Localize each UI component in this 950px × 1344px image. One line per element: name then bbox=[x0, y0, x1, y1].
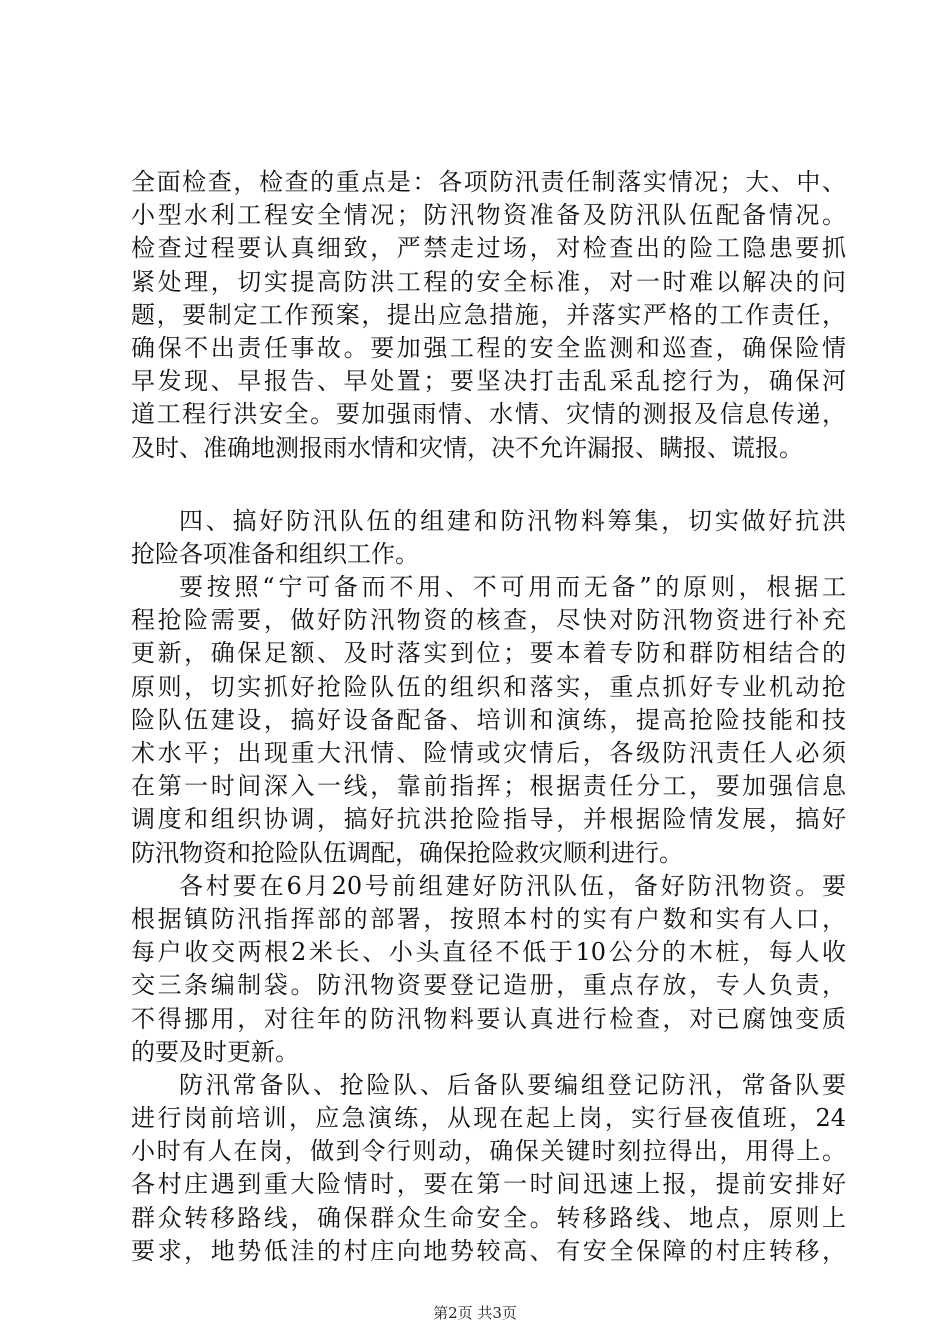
text-line: 险队伍建设，搞好设备配备、培训和演练，提高抢险技能和技 bbox=[131, 705, 846, 734]
text-line: 四、搞好防汛队伍的组建和防汛物料筹集，切实做好抗洪 bbox=[179, 506, 846, 535]
paragraph-villages bbox=[131, 870, 846, 1069]
text-line: 全面检查，检查的重点是：各项防汛责任制落实情况；大、中、 bbox=[131, 168, 846, 196]
text-line: 早发现、早报告、早处置；要坚决打击乱采乱挖行为，确保河 bbox=[131, 367, 846, 396]
text-line: 不得挪用，对往年的防汛物料要认真进行检查，对已腐蚀变质 bbox=[131, 1004, 846, 1033]
text-line: 术水平；出现重大汛情、险情或灾情后，各级防汛责任人必须 bbox=[131, 739, 846, 767]
text-line: 程抢险需要，做好防汛物资的核查，尽快对防汛物资进行补充 bbox=[131, 606, 846, 635]
paragraph-materials bbox=[131, 571, 846, 870]
text-line: 要按照“宁可备而不用、不可用而无备”的原则，根据工 bbox=[179, 573, 846, 602]
text-line: 群众转移路线，确保群众生命安全。转移路线、地点，原则上 bbox=[131, 1203, 846, 1232]
text-line: 在第一时间深入一线，靠前指挥；根据责任分工，要加强信息 bbox=[131, 772, 846, 801]
text-line: 各村要在6月20号前组建好防汛队伍，备好防汛物资。要 bbox=[179, 871, 846, 900]
text-line: 检查过程要认真细致，严禁走过场，对检查出的险工隐患要抓 bbox=[131, 234, 846, 263]
text-line: 交三条编制袋。防汛物资要登记造册，重点存放，专人负责， bbox=[131, 971, 846, 1000]
text-line: 紧处理，切实提高防洪工程的安全标准，对一时难以解决的问 bbox=[131, 267, 846, 296]
text-line: 防汛物资和抢险队伍调配，确保抢险救灾顺利进行。 bbox=[131, 838, 683, 867]
text-line: 各村庄遇到重大险情时，要在第一时间迅速上报，提前安排好 bbox=[131, 1170, 846, 1199]
text-line: 要求，地势低洼的村庄向地势较高、有安全保障的村庄转移， bbox=[131, 1236, 846, 1265]
text-line: 小时有人在岗，做到令行则动，确保关键时刻拉得出，用得上。 bbox=[131, 1137, 846, 1166]
text-line: 题，要制定工作预案，提出应急措施，并落实严格的工作责任， bbox=[131, 300, 846, 329]
text-line: 更新，确保足额、及时落实到位；要本着专防和群防相结合的 bbox=[131, 639, 846, 668]
text-line: 每户收交两根2米长、小头直径不低于10公分的木桩，每人收 bbox=[131, 938, 846, 967]
text-line: 确保不出责任事故。要加强工程的安全监测和巡查，确保险情 bbox=[131, 333, 846, 362]
paragraph-gap bbox=[131, 465, 846, 505]
text-line: 道工程行洪安全。要加强雨情、水情、灾情的测报及信息传递， bbox=[131, 400, 846, 429]
text-line: 小型水利工程安全情况；防汛物资准备及防汛队伍配备情况。 bbox=[131, 201, 846, 230]
page-footer: 第2页 共3页 bbox=[433, 1304, 517, 1322]
text-line: 的要及时更新。 bbox=[131, 1037, 299, 1066]
paragraph-inspection bbox=[131, 166, 846, 465]
paragraph-teams bbox=[131, 1069, 846, 1268]
text-line: 抢险各项准备和组织工作。 bbox=[131, 539, 419, 568]
text-line: 防汛常备队、抢险队、后备队要编组登记防汛，常备队要 bbox=[179, 1070, 846, 1099]
section-heading-four bbox=[131, 505, 846, 571]
text-line: 及时、准确地测报雨水情和灾情，决不允许漏报、瞒报、谎报。 bbox=[131, 433, 803, 462]
document-body bbox=[131, 166, 846, 1268]
text-line: 调度和组织协调，搞好抗洪抢险指导，并根据险情发展，搞好 bbox=[131, 805, 846, 834]
text-line: 根据镇防汛指挥部的部署，按照本村的实有户数和实有人口， bbox=[131, 904, 846, 933]
text-line: 进行岗前培训，应急演练，从现在起上岗，实行昼夜值班，24 bbox=[131, 1104, 846, 1133]
text-line: 原则，切实抓好抢险队伍的组织和落实，重点抓好专业机动抢 bbox=[131, 672, 846, 701]
